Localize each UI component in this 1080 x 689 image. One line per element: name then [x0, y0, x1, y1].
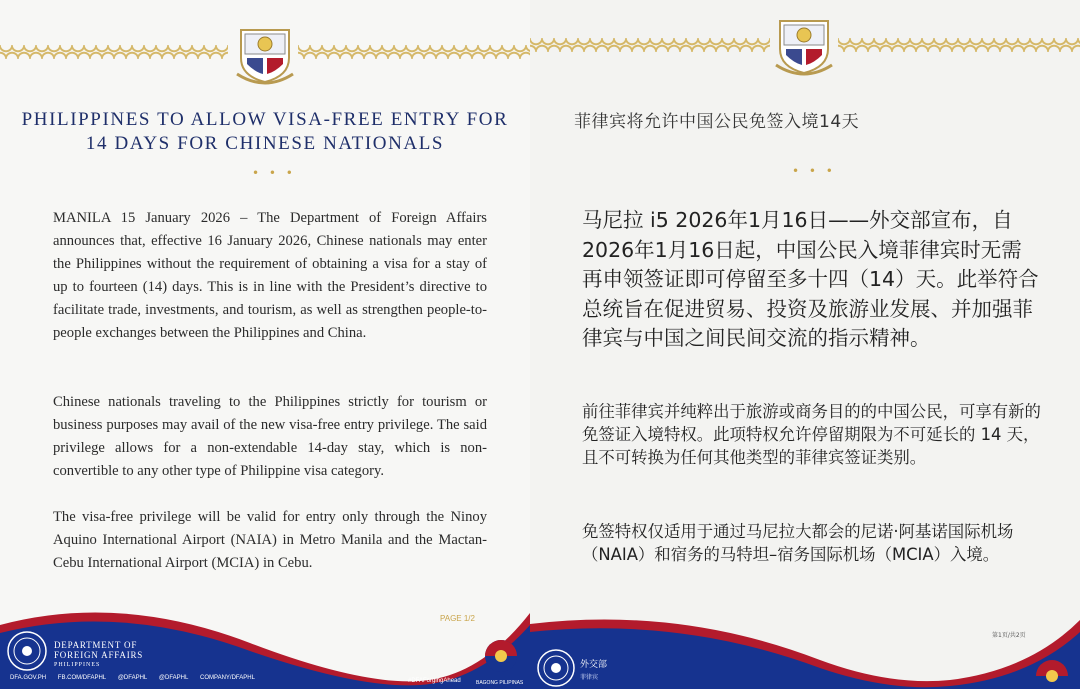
facebook-link[interactable]: FB.COM/DFAPHL	[57, 675, 107, 681]
dfa-seal-icon	[772, 15, 836, 81]
dfa-footer-sub-zh: 菲律宾	[580, 674, 599, 681]
gold-ornament-band-right	[838, 38, 1080, 52]
paragraph-3: The visa-free privilege will be valid for entry only through the Ninoy Aquino International Airport (NAIA) in Metro Manila and the Mactan-Cebu International Airport (MCIA) in Cebu.	[53, 509, 487, 571]
dfa-footer-name-zh: 外交部	[580, 660, 608, 670]
paragraph-3: 免签特权仅适用于通过马尼拉大都会的尼诺·阿基诺国际机场（NAIA）和宿务的马特坦–宿务国际机场（MCIA）入境。	[582, 522, 1014, 564]
footer-wave	[530, 600, 1080, 689]
social-links	[10, 675, 265, 681]
linkedin-link[interactable]: COMPANY/DFAPHL	[200, 675, 255, 681]
chinese-announcement-page	[530, 0, 1080, 689]
hashtag: #DFAForgingAhead	[408, 678, 461, 684]
page-number: PAGE 1/2	[440, 614, 475, 623]
paragraph-1: 马尼拉 i5 2026年1月16日——外交部宣布，自2026年1月16日起，中国公民入境菲律宾时无需再申领签证即可停留至多十四（14）天。此举符合总统旨在促进贸易、投资及旅游业发展、并加强菲律宾与中国之间民间交流的指示精神。	[582, 208, 1039, 350]
ornament-dots: • • •	[792, 164, 836, 178]
gold-ornament-band-right	[298, 45, 530, 59]
bagong-pilipinas-logo-icon	[478, 636, 524, 682]
dfa-footer-seal-icon	[536, 648, 576, 688]
announcement-title: 菲律宾将允许中国公民免签入境14天	[574, 112, 860, 132]
website-link[interactable]: DFA.GOV.PH	[10, 675, 47, 681]
announcement-title	[0, 108, 530, 156]
paragraph-2: Chinese nationals traveling to the Philippines strictly for tourism or business purposes may avail of the new visa-free entry privilege. The said privilege allows for a non-extendable 14-day stay, which is non-convertible to any other type of Philippine visa category.	[53, 394, 487, 479]
dfa-seal-icon	[233, 24, 297, 90]
gold-ornament-band-left	[530, 38, 770, 52]
paragraph-1: MANILA 15 January 2026 – The Department of Foreign Affairs announces that, effective 16 January 2026, Chinese nationals may enter the Philippines without the requirement of obtaining a visa for a stay of up to fourteen (14) days. This is in line with the President’s directive to facilitate trade, investments, and tourism, as well as strengthen people-to-people exchanges between the Philippines and China.	[53, 210, 487, 341]
gold-ornament-band-left	[0, 45, 228, 59]
paragraph-2: 前往菲律宾并纯粹出于旅游或商务目的的中国公民，可享有新的免签证入境特权。此项特权允许停留期限为不可延长的 14 天，且不可转换为任何其他类型的菲律宾签证类别。	[582, 402, 1041, 467]
footer-wave	[0, 585, 530, 689]
bagong-pilipinas-logo-icon	[1030, 654, 1074, 689]
dfa-line-3: PHILIPPINES	[54, 662, 101, 668]
title-line-1: PHILIPPINES TO ALLOW VISA-FREE ENTRY FOR	[21, 109, 509, 130]
english-announcement-page	[0, 0, 530, 689]
title-line-2: 14 DAYS FOR CHINESE NATIONALS	[85, 133, 445, 154]
logo-caption: BAGONG PILIPINAS	[476, 680, 524, 686]
dfa-footer-seal-icon	[6, 630, 48, 672]
page-number: 第1页/共2页	[992, 632, 1026, 639]
x-link[interactable]: @DFAPHL	[117, 675, 148, 681]
instagram-link[interactable]: @DFAPHL	[158, 675, 189, 681]
dfa-line-2: FOREIGN AFFAIRS	[54, 650, 144, 660]
dfa-footer-name	[54, 640, 143, 670]
ornament-dots: • • •	[252, 166, 296, 180]
dfa-line-1: DEPARTMENT OF	[54, 640, 138, 650]
